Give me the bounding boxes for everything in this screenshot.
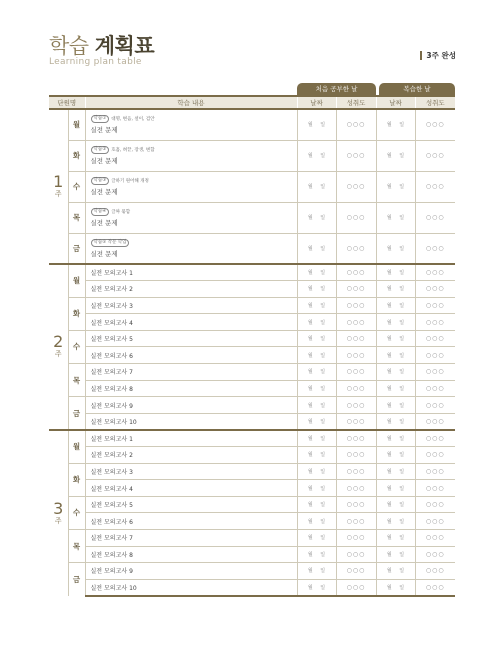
first-date-cell: 월 일	[297, 397, 336, 414]
day-label: 금	[68, 397, 85, 430]
table-row	[49, 496, 455, 513]
table-row	[49, 430, 455, 447]
table-row	[49, 140, 455, 171]
lesson-title: 실전 모의고사 1	[85, 264, 297, 281]
review-achieve-cell: ○○○	[415, 330, 455, 347]
day-label: 목	[68, 530, 85, 563]
lesson-title: 실전 모의고사 10	[85, 579, 297, 596]
week-number: 2	[53, 332, 64, 352]
first-achieve-cell: ○○○	[336, 530, 376, 547]
table-row	[49, 563, 455, 580]
first-date-cell: 월 일	[297, 447, 336, 464]
review-date-cell: 월 일	[376, 413, 415, 430]
first-achieve-cell: ○○○	[336, 563, 376, 580]
first-date-cell: 월 일	[297, 546, 336, 563]
lesson-title: 실전 모의고사 5	[85, 330, 297, 347]
first-date-cell: 월 일	[297, 109, 336, 140]
review-achieve-cell: ○○○	[415, 447, 455, 464]
table-row	[49, 297, 455, 314]
first-achieve-cell: ○○○	[336, 347, 376, 364]
first-date-cell: 월 일	[297, 281, 336, 298]
group-review: 복습한 날	[379, 83, 455, 95]
review-date-cell: 월 일	[376, 530, 415, 547]
week-label	[49, 430, 68, 596]
review-achieve-cell: ○○○	[415, 140, 455, 171]
review-achieve-cell: ○○○	[415, 563, 455, 580]
first-achieve-cell: ○○○	[336, 171, 376, 202]
review-achieve-cell: ○○○	[415, 430, 455, 447]
review-achieve-cell: ○○○	[415, 202, 455, 233]
day-label: 월	[68, 430, 85, 463]
day-label: 수	[68, 330, 85, 363]
lesson-title: 실전 문제	[90, 249, 118, 258]
review-date-cell: 월 일	[376, 314, 415, 331]
day-label: 화	[68, 140, 85, 171]
lesson-title: 실전 문제	[90, 188, 118, 196]
lesson-detail: 글하기 원어해 개정	[111, 179, 149, 184]
lesson-tag: 학습②	[91, 146, 110, 154]
table-row	[49, 397, 455, 414]
review-achieve-cell: ○○○	[415, 579, 455, 596]
day-label: 수	[68, 171, 85, 202]
first-achieve-cell: ○○○	[336, 202, 376, 233]
first-date-cell: 월 일	[297, 364, 336, 381]
week-number: 1	[53, 172, 64, 191]
first-achieve-cell: ○○○	[336, 513, 376, 530]
review-achieve-cell: ○○○	[415, 480, 455, 497]
first-date-cell: 월 일	[297, 563, 336, 580]
table-row	[49, 314, 455, 331]
first-date-cell: 월 일	[297, 530, 336, 547]
table-row	[49, 364, 455, 381]
first-date-cell: 월 일	[297, 171, 336, 202]
first-date-cell: 월 일	[297, 314, 336, 331]
lesson-detail: 대명, 변음, 설이, 검안	[111, 117, 155, 123]
first-date-cell: 월 일	[297, 430, 336, 447]
lesson-title: 실전 모의고사 4	[85, 314, 297, 331]
first-achieve-cell: ○○○	[336, 480, 376, 497]
lesson-title: 실전 문제	[90, 126, 118, 135]
lesson-title: 실전 모의고사 9	[85, 397, 297, 414]
first-date-cell: 월 일	[297, 480, 336, 497]
review-achieve-cell: ○○○	[415, 380, 455, 397]
review-achieve-cell: ○○○	[415, 513, 455, 530]
table-row	[49, 546, 455, 563]
lesson-title: 실전 모의고사 5	[85, 496, 297, 513]
first-achieve-cell: ○○○	[336, 397, 376, 414]
first-achieve-cell: ○○○	[336, 109, 376, 140]
title-bold: 계획표	[94, 34, 155, 58]
day-label: 목	[68, 202, 85, 233]
lesson-content	[85, 109, 297, 140]
first-achieve-cell: ○○○	[336, 463, 376, 480]
review-date-cell: 월 일	[376, 397, 415, 414]
review-date-cell: 월 일	[376, 364, 415, 381]
lesson-tag: 학습⑤ 작문 학업	[91, 239, 130, 247]
review-achieve-cell: ○○○	[415, 109, 455, 140]
table-row	[49, 480, 455, 497]
col-content: 학습 내용	[85, 96, 297, 109]
table-row	[49, 463, 455, 480]
review-date-cell: 월 일	[376, 513, 415, 530]
review-date-cell: 월 일	[376, 546, 415, 563]
lesson-tag: 학습①	[91, 115, 110, 123]
group-first-study: 처음 공부한 날	[297, 83, 376, 95]
first-date-cell: 월 일	[297, 233, 336, 264]
lesson-title: 실전 모의고사 9	[85, 563, 297, 580]
lesson-title: 실전 모의고사 4	[85, 480, 297, 497]
table-row	[49, 347, 455, 364]
table-row	[49, 330, 455, 347]
table-row	[49, 264, 455, 281]
first-date-cell: 월 일	[297, 330, 336, 347]
table-row	[49, 109, 455, 140]
table-row	[49, 413, 455, 430]
table-row	[49, 171, 455, 202]
first-achieve-cell: ○○○	[336, 413, 376, 430]
review-achieve-cell: ○○○	[415, 171, 455, 202]
table-row	[49, 202, 455, 233]
review-date-cell: 월 일	[376, 233, 415, 264]
first-achieve-cell: ○○○	[336, 330, 376, 347]
lesson-content	[85, 202, 297, 233]
title-light: 학습	[49, 34, 89, 58]
day-label: 금	[68, 233, 85, 264]
first-achieve-cell: ○○○	[336, 447, 376, 464]
lesson-title: 실전 모의고사 10	[85, 413, 297, 430]
review-achieve-cell: ○○○	[415, 496, 455, 513]
day-label: 수	[68, 496, 85, 529]
first-achieve-cell: ○○○	[336, 233, 376, 264]
review-date-cell: 월 일	[376, 380, 415, 397]
review-date-cell: 월 일	[376, 463, 415, 480]
review-date-cell: 월 일	[376, 297, 415, 314]
first-achieve-cell: ○○○	[336, 380, 376, 397]
lesson-title: 실전 문제	[90, 157, 118, 165]
lesson-title: 실전 모의고사 6	[85, 347, 297, 364]
lesson-title: 실전 모의고사 7	[85, 530, 297, 547]
first-date-cell: 월 일	[297, 496, 336, 513]
review-date-cell: 월 일	[376, 171, 415, 202]
review-achieve-cell: ○○○	[415, 397, 455, 414]
first-achieve-cell: ○○○	[336, 364, 376, 381]
table-row	[49, 447, 455, 464]
table-row	[49, 233, 455, 264]
review-achieve-cell: ○○○	[415, 347, 455, 364]
first-date-cell: 월 일	[297, 463, 336, 480]
review-achieve-cell: ○○○	[415, 413, 455, 430]
first-date-cell: 월 일	[297, 140, 336, 171]
day-label: 월	[68, 109, 85, 140]
review-achieve-cell: ○○○	[415, 281, 455, 298]
table-row	[49, 579, 455, 596]
first-date-cell: 월 일	[297, 579, 336, 596]
lesson-title: 실전 모의고사 6	[85, 513, 297, 530]
plan-table	[49, 95, 455, 597]
table-row	[49, 513, 455, 530]
first-achieve-cell: ○○○	[336, 297, 376, 314]
review-date-cell: 월 일	[376, 330, 415, 347]
lesson-title: 실전 모의고사 8	[85, 546, 297, 563]
first-achieve-cell: ○○○	[336, 281, 376, 298]
first-achieve-cell: ○○○	[336, 546, 376, 563]
col-review-achieve: 성취도	[415, 96, 455, 109]
review-date-cell: 월 일	[376, 563, 415, 580]
day-label: 월	[68, 264, 85, 297]
review-date-cell: 월 일	[376, 496, 415, 513]
review-achieve-cell: ○○○	[415, 546, 455, 563]
review-date-cell: 월 일	[376, 109, 415, 140]
week-label	[49, 264, 68, 430]
lesson-title: 실전 모의고사 3	[85, 463, 297, 480]
page-title	[49, 30, 154, 60]
lesson-detail: 호흡, 혀끝, 장생, 변함	[111, 148, 155, 153]
table-header	[49, 96, 455, 109]
week-unit: 주	[54, 190, 62, 198]
week-label	[49, 109, 68, 264]
first-date-cell: 월 일	[297, 513, 336, 530]
lesson-content	[85, 171, 297, 202]
col-first-achieve: 성취도	[336, 96, 376, 109]
day-label: 금	[68, 563, 85, 596]
col-week: 단원명	[49, 96, 85, 109]
first-achieve-cell: ○○○	[336, 430, 376, 447]
first-date-cell: 월 일	[297, 297, 336, 314]
lesson-content	[85, 233, 297, 264]
lesson-tag: 학습③	[91, 177, 110, 185]
week-unit: 주	[54, 350, 62, 359]
lesson-title: 실전 문제	[90, 219, 118, 227]
first-date-cell: 월 일	[297, 264, 336, 281]
review-date-cell: 월 일	[376, 202, 415, 233]
week-unit: 주	[54, 516, 62, 525]
first-date-cell: 월 일	[297, 413, 336, 430]
first-date-cell: 월 일	[297, 347, 336, 364]
review-achieve-cell: ○○○	[415, 364, 455, 381]
lesson-title: 실전 모의고사 2	[85, 447, 297, 464]
lesson-title: 실전 모의고사 7	[85, 364, 297, 381]
lesson-title: 실전 모의고사 3	[85, 297, 297, 314]
first-achieve-cell: ○○○	[336, 140, 376, 171]
review-date-cell: 월 일	[376, 447, 415, 464]
first-achieve-cell: ○○○	[336, 264, 376, 281]
first-date-cell: 월 일	[297, 380, 336, 397]
review-achieve-cell: ○○○	[415, 297, 455, 314]
day-label: 화	[68, 463, 85, 496]
review-achieve-cell: ○○○	[415, 233, 455, 264]
col-review-date: 날짜	[376, 96, 415, 109]
review-date-cell: 월 일	[376, 480, 415, 497]
lesson-title: 실전 모의고사 8	[85, 380, 297, 397]
table-row	[49, 281, 455, 298]
review-achieve-cell: ○○○	[415, 314, 455, 331]
lesson-tag: 학습④	[91, 208, 110, 216]
review-date-cell: 월 일	[376, 281, 415, 298]
day-label: 목	[68, 364, 85, 397]
review-achieve-cell: ○○○	[415, 264, 455, 281]
lesson-detail: 글짜 묶함	[111, 210, 131, 215]
review-date-cell: 월 일	[376, 347, 415, 364]
col-first-date: 날짜	[297, 96, 336, 109]
table-row	[49, 380, 455, 397]
duration-badge: 3주 완성	[420, 51, 456, 60]
page-subtitle: Learning plan table	[49, 57, 142, 67]
lesson-title: 실전 모의고사 2	[85, 281, 297, 298]
review-date-cell: 월 일	[376, 264, 415, 281]
first-date-cell: 월 일	[297, 202, 336, 233]
week-number: 3	[53, 498, 64, 518]
lesson-content	[85, 140, 297, 171]
review-date-cell: 월 일	[376, 140, 415, 171]
first-achieve-cell: ○○○	[336, 314, 376, 331]
review-date-cell: 월 일	[376, 579, 415, 596]
first-achieve-cell: ○○○	[336, 496, 376, 513]
review-date-cell: 월 일	[376, 430, 415, 447]
review-achieve-cell: ○○○	[415, 530, 455, 547]
lesson-title: 실전 모의고사 1	[85, 430, 297, 447]
day-label: 화	[68, 297, 85, 330]
first-achieve-cell: ○○○	[336, 579, 376, 596]
review-achieve-cell: ○○○	[415, 463, 455, 480]
table-row	[49, 530, 455, 547]
